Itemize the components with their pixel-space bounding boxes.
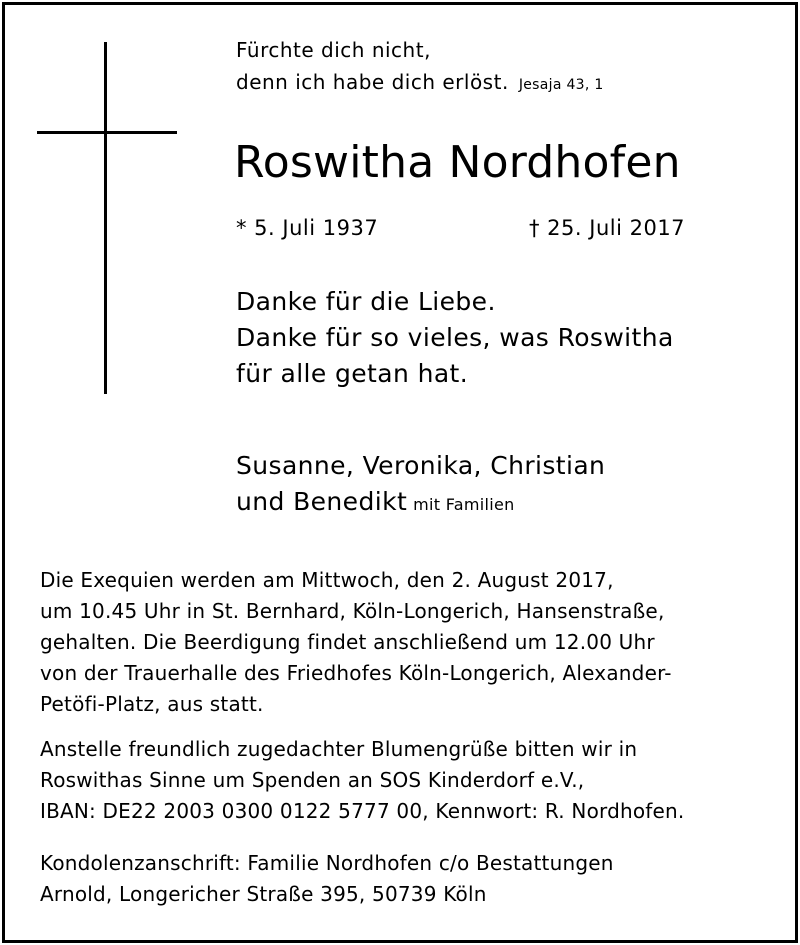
text-line: Die Exequien werden am Mittwoch, den 2. August 2017, <box>40 568 614 592</box>
thanks-message <box>236 284 674 392</box>
text-line: IBAN: DE22 2003 0300 0122 5777 00, Kennwort: R. Nordhofen. <box>40 799 685 823</box>
text-line: von der Trauerhalle des Friedhofes Köln-Longerich, Alexander- <box>40 661 672 685</box>
thanks-line: Danke für so vieles, was Roswitha <box>236 323 674 352</box>
mourners-suffix: mit Familien <box>413 495 515 514</box>
mourners <box>236 448 605 523</box>
verse-line-1: Fürchte dich nicht, <box>236 38 431 62</box>
text-line: Kondolenzanschrift: Familie Nordhofen c/o Bestattungen <box>40 851 614 875</box>
cross-icon-horizontal <box>37 131 177 134</box>
text-line: Arnold, Longericher Straße 395, 50739 Köln <box>40 882 487 906</box>
text-line: um 10.45 Uhr in St. Bernhard, Köln-Longerich, Hansenstraße, <box>40 599 665 623</box>
condolence-address <box>40 848 614 910</box>
text-line: Anstelle freundlich zugedachter Blumengrüße bitten wir in <box>40 737 638 761</box>
cross-icon-vertical <box>104 42 107 394</box>
death-date: † 25. Juli 2017 <box>529 216 686 240</box>
text-line: gehalten. Die Beerdigung findet anschließend um 12.00 Uhr <box>40 630 655 654</box>
mourners-line-2: und Benedikt mit Familien <box>236 487 515 516</box>
birth-date: * 5. Juli 1937 <box>236 216 379 240</box>
deceased-name: Roswitha Nordhofen <box>234 137 681 188</box>
thanks-line: Danke für die Liebe. <box>236 287 496 316</box>
bible-verse <box>236 34 604 101</box>
verse-reference: Jesaja 43, 1 <box>518 77 604 93</box>
verse-line-2: denn ich habe dich erlöst. Jesaja 43, 1 <box>236 70 604 94</box>
donation-request <box>40 734 684 827</box>
mourners-line-1: Susanne, Veronika, Christian <box>236 451 606 480</box>
text-line: Petöfi-Platz, aus statt. <box>40 692 264 716</box>
funeral-details <box>40 565 672 720</box>
thanks-line: für alle getan hat. <box>236 359 469 388</box>
text-line: Roswithas Sinne um Spenden an SOS Kinderdorf e.V., <box>40 768 585 792</box>
